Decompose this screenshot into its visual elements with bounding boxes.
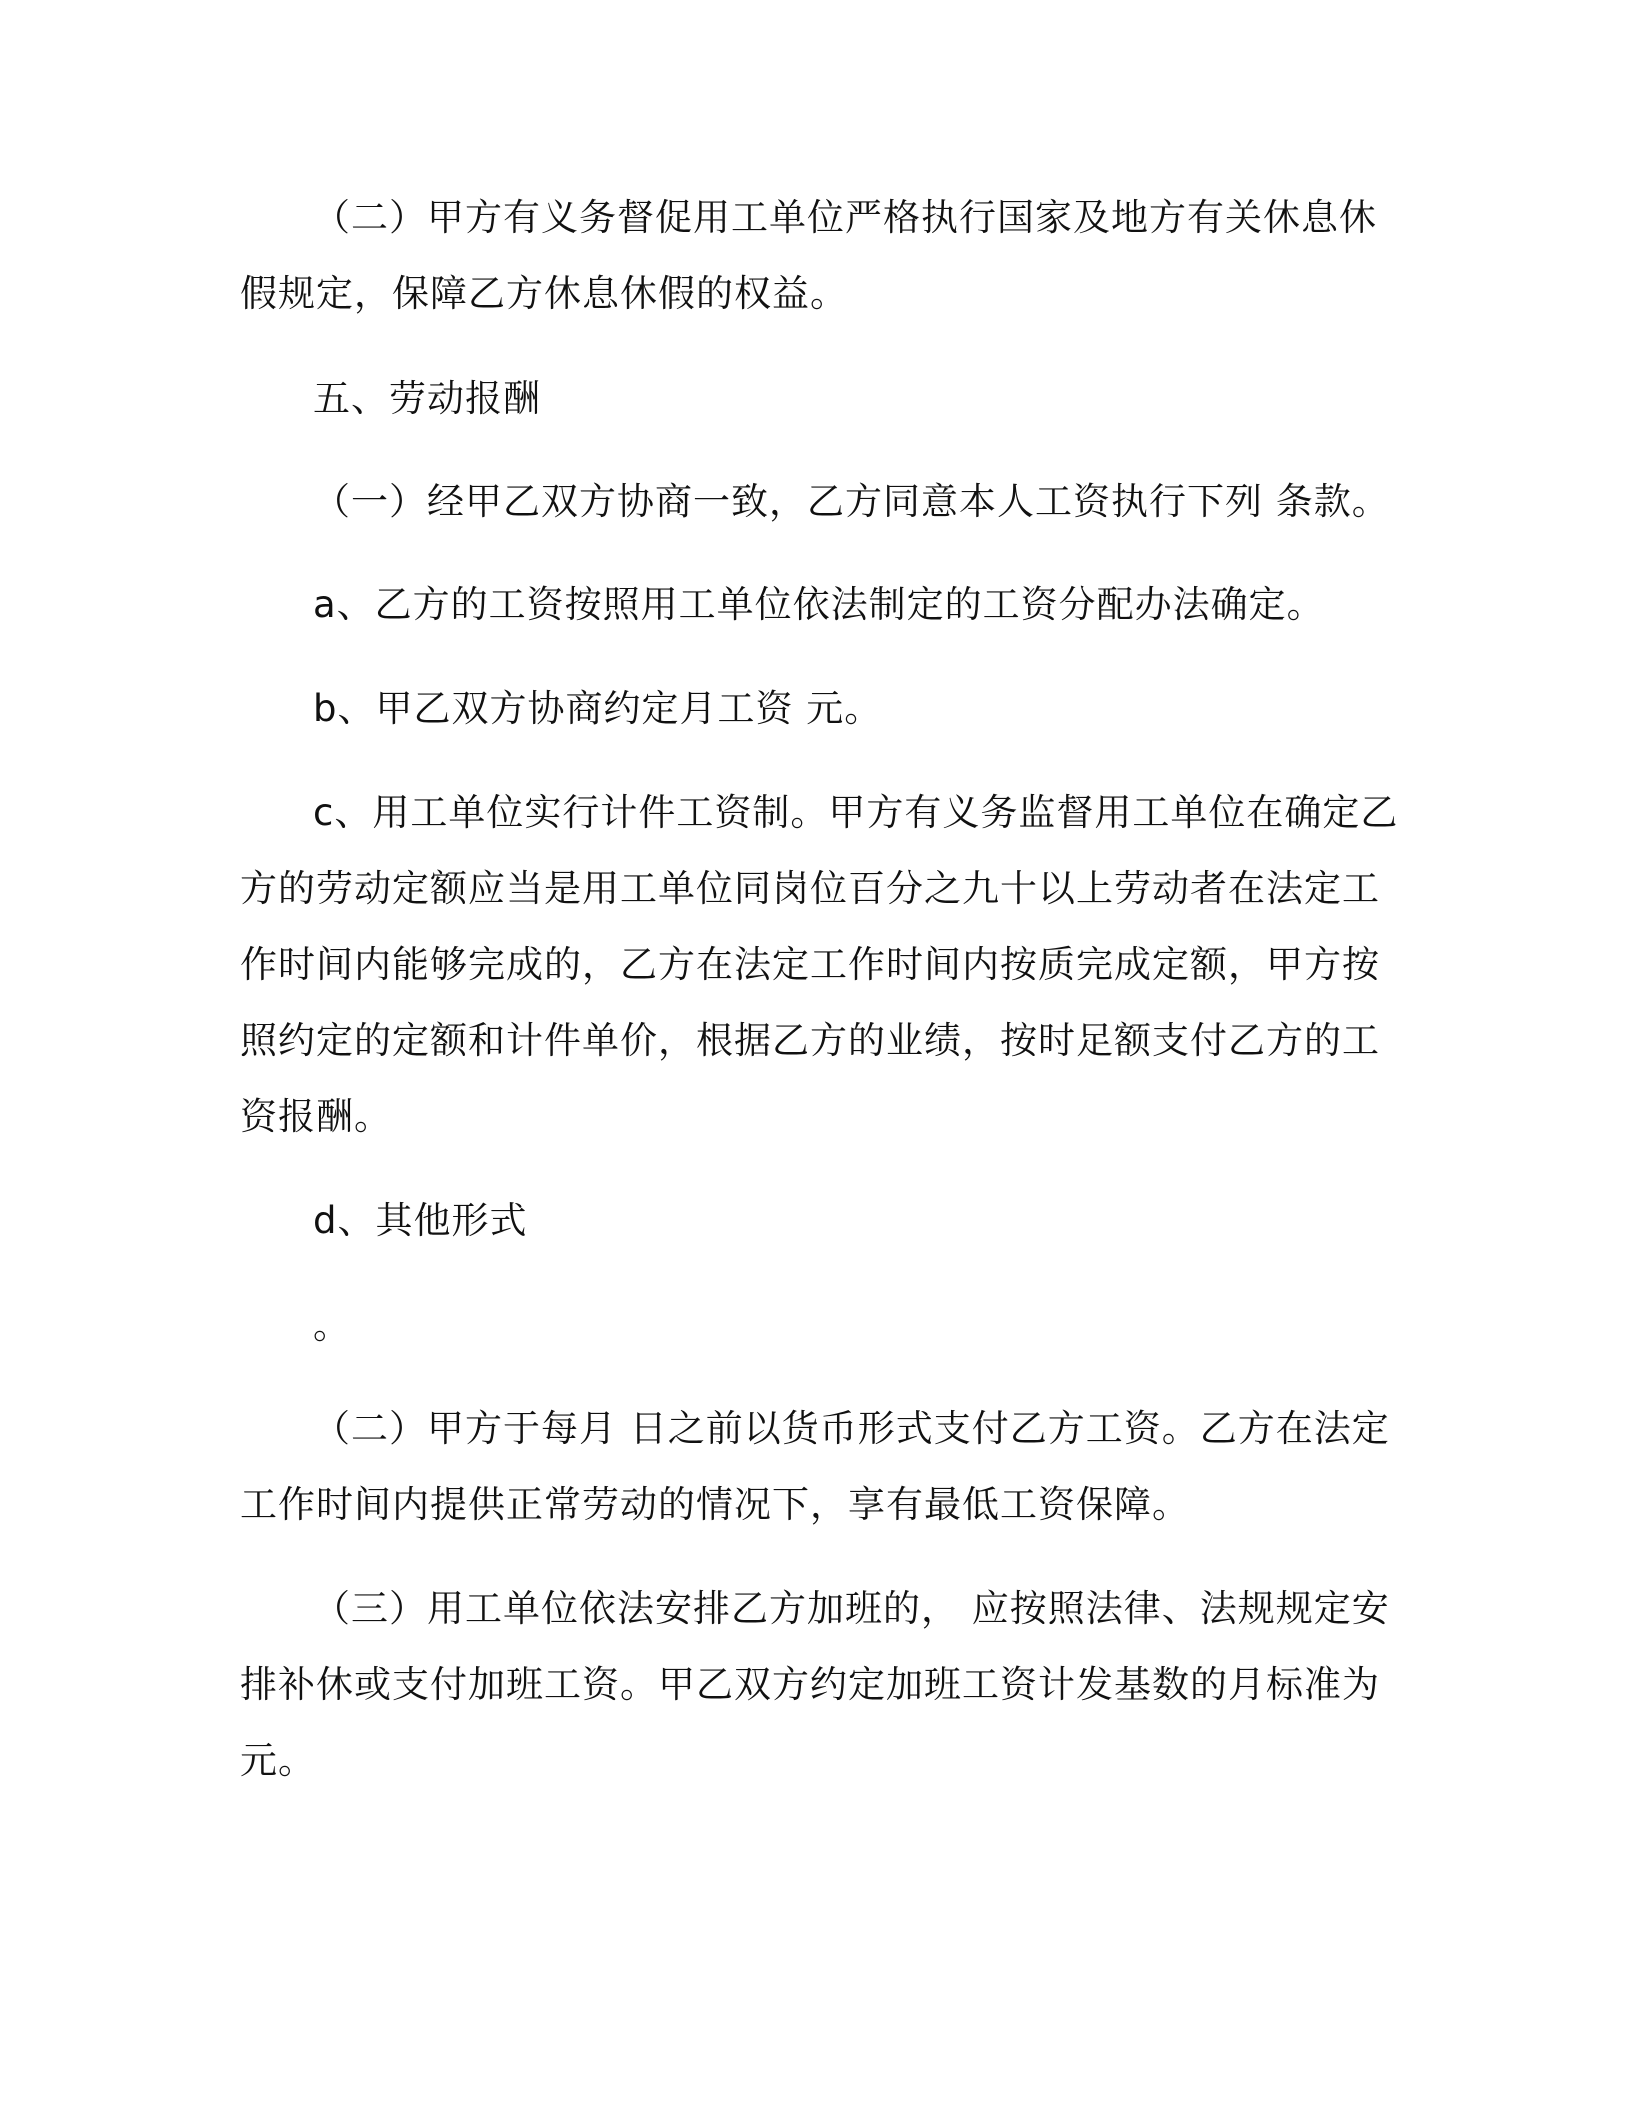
text-line: 方的劳动定额应当是用工单位同岗位百分之九十以上劳动者在法定工 [240, 867, 1380, 910]
text-line: 元。 [240, 1739, 316, 1782]
text-line: （一）经甲乙双方协商一致，乙方同意本人工资执行下列 条款。 [313, 480, 1390, 523]
section-heading: 五、劳动报酬 [313, 377, 541, 420]
text-line: 排补休或支付加班工资。甲乙双方约定加班工资计发基数的月标准为 [240, 1663, 1380, 1706]
text-line: 假规定，保障乙方休息休假的权益。 [240, 272, 848, 315]
text-line: b、甲乙双方协商约定月工资 元。 [313, 687, 883, 730]
text-line: d、其他形式 [313, 1199, 528, 1242]
text-line: a、乙方的工资按照用工单位依法制定的工资分配办法确定。 [313, 583, 1325, 626]
text-line: c、用工单位实行计件工资制。甲方有义务监督用工单位在确定乙 [313, 791, 1399, 834]
text-line: （三）用工单位依法安排乙方加班的， 应按照法律、法规规定安 [313, 1587, 1390, 1630]
text-line: 。 [313, 1304, 351, 1347]
text-line: 工作时间内提供正常劳动的情况下，享有最低工资保障。 [240, 1483, 1190, 1526]
text-line: 照约定的定额和计件单价，根据乙方的业绩，按时足额支付乙方的工 [240, 1019, 1380, 1062]
text-line: 资报酬。 [240, 1095, 392, 1138]
text-line: （二）甲方于每月 日之前以货币形式支付乙方工资。乙方在法定 [313, 1407, 1390, 1450]
text-line: （二）甲方有义务督促用工单位严格执行国家及地方有关休息休 [313, 196, 1377, 239]
text-line: 作时间内能够完成的，乙方在法定工作时间内按质完成定额，甲方按 [240, 943, 1380, 986]
